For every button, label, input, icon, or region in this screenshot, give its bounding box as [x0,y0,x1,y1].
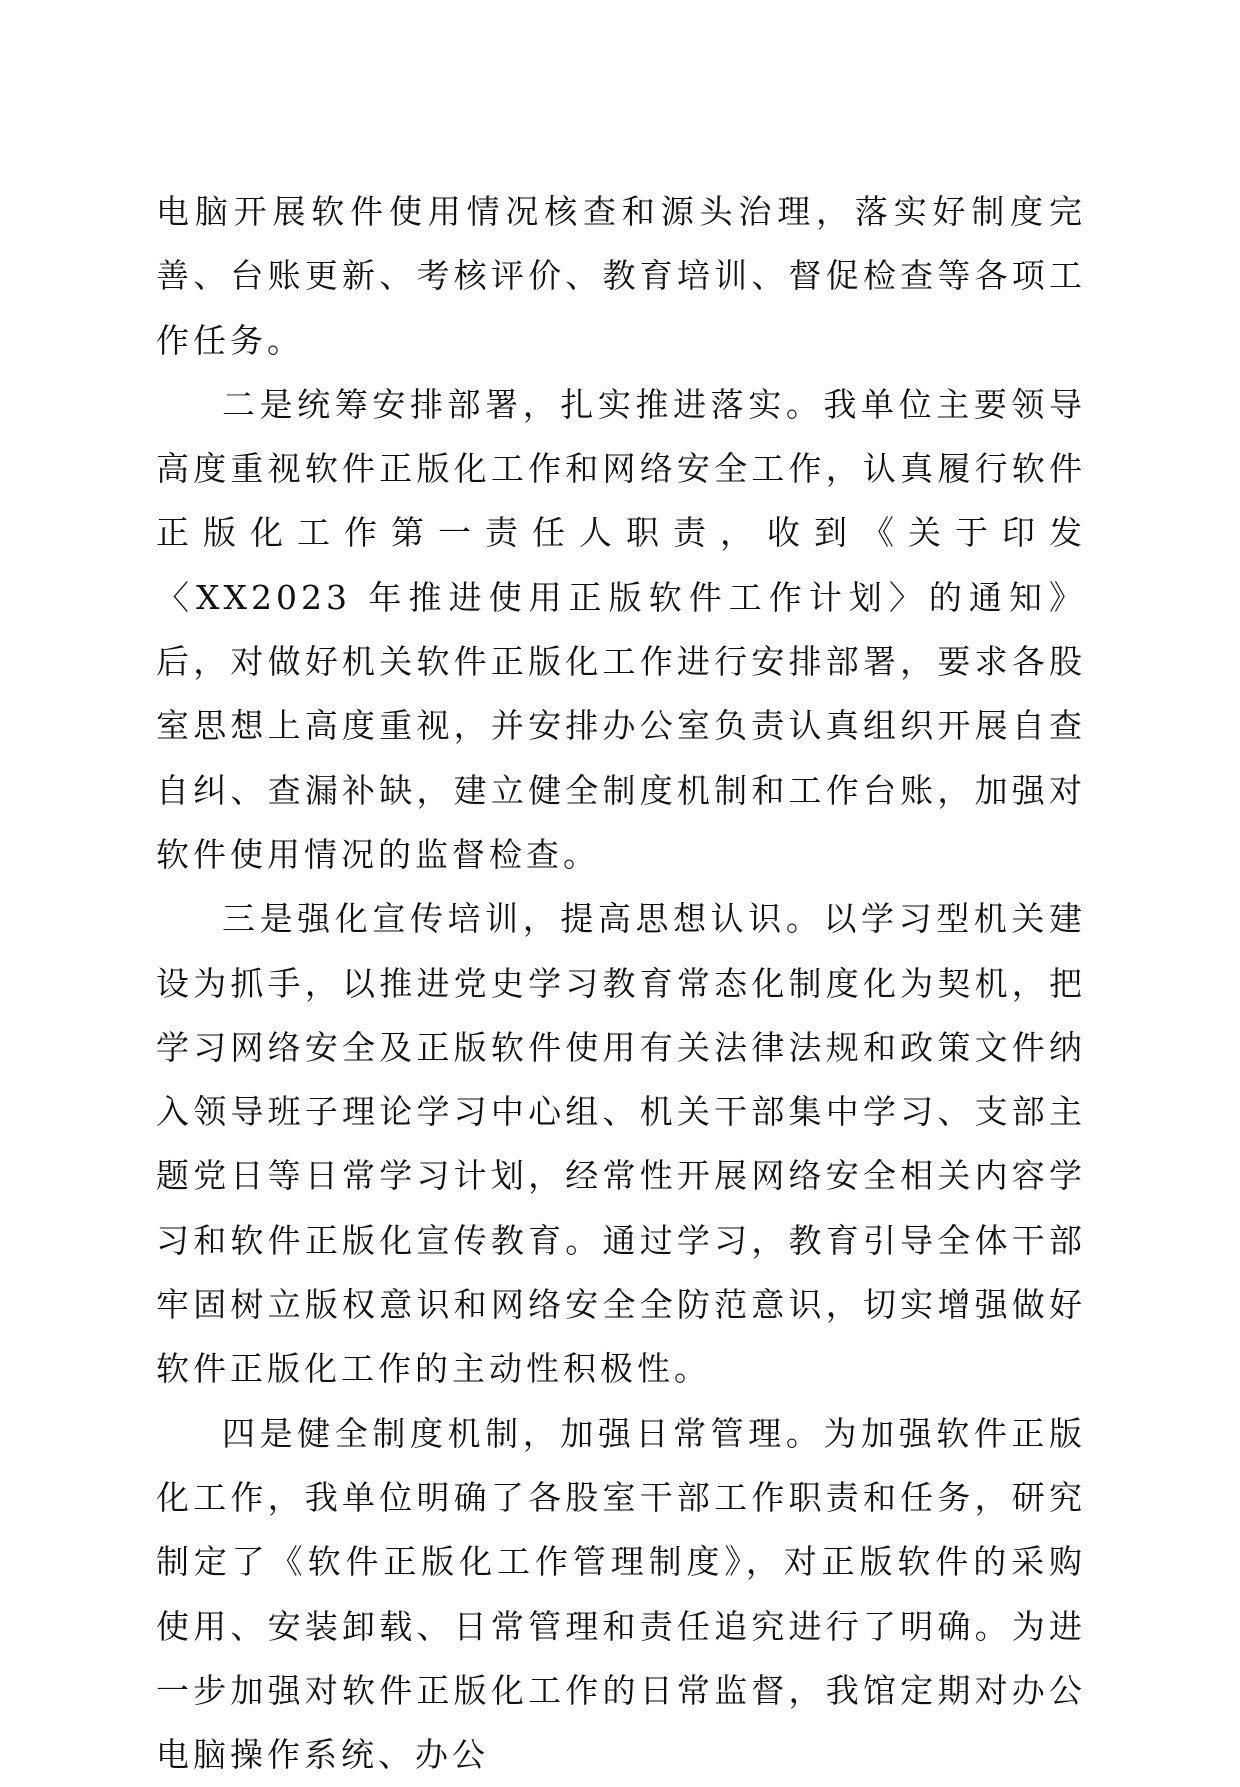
paragraph-continuation [156,180,1086,373]
paragraph-lead: 三是强化宣传培训，提高思想认识。 [222,899,824,939]
paragraph-text: 以学习型机关建设为抓手，以推进党史学习教育常态化制度化为契机，把学习网络安全及正版软件使用有关法律法规和政策文件纳入领导班子理论学习中心组、机关干部集中学习、支部主题党日等日常学习计划，经常性开展网络安全相关内容学习和软件正版化宣传教育。通过学习，教育引导全体干部牢固树立版权意识和网络安全全防范意识，切实增强做好软件正版化工作的主动性积极性。 [156,899,1087,1389]
paragraph-training [156,887,1086,1401]
paragraph-text: 电脑开展软件使用情况核查和源头治理，落实好制度完善、台账更新、考核评价、教育培训、督促检查等各项工作任务。 [156,192,1086,360]
paragraph-lead: 二是统筹安排部署，扎实推进落实。 [222,384,824,424]
paragraph-lead: 四是健全制度机制，加强日常管理。 [222,1413,824,1453]
paragraph-management [156,1402,1086,1787]
paragraph-text: 为加强软件正版化工作，我单位明确了各股室干部工作职责和任务，研究制定了《软件正版化工作管理制度》，对正版软件的采购使用、安装卸载、日常管理和责任追究进行了明确。为进一步加强对软件正版化工作的日常监督，我馆定期对办公电脑操作系统、办公 [156,1413,1087,1775]
paragraph-deployment [156,373,1086,887]
document-body [156,180,1086,1787]
paragraph-text: 我单位主要领导高度重视软件正版化工作和网络安全工作，认真履行软件正版化工作第一责任人职责，收到《关于印发〈XX2023 年推进使用正版软件工作计划〉的通知》后，对做好机关软件正版化工作进行安排部署，要求各股室思想上高度重视，并安排办公室负责认真组织开展自查自纠、查漏补缺，建立健全制度机制和工作台账，加强对软件使用情况的监督检查。 [156,384,1087,874]
